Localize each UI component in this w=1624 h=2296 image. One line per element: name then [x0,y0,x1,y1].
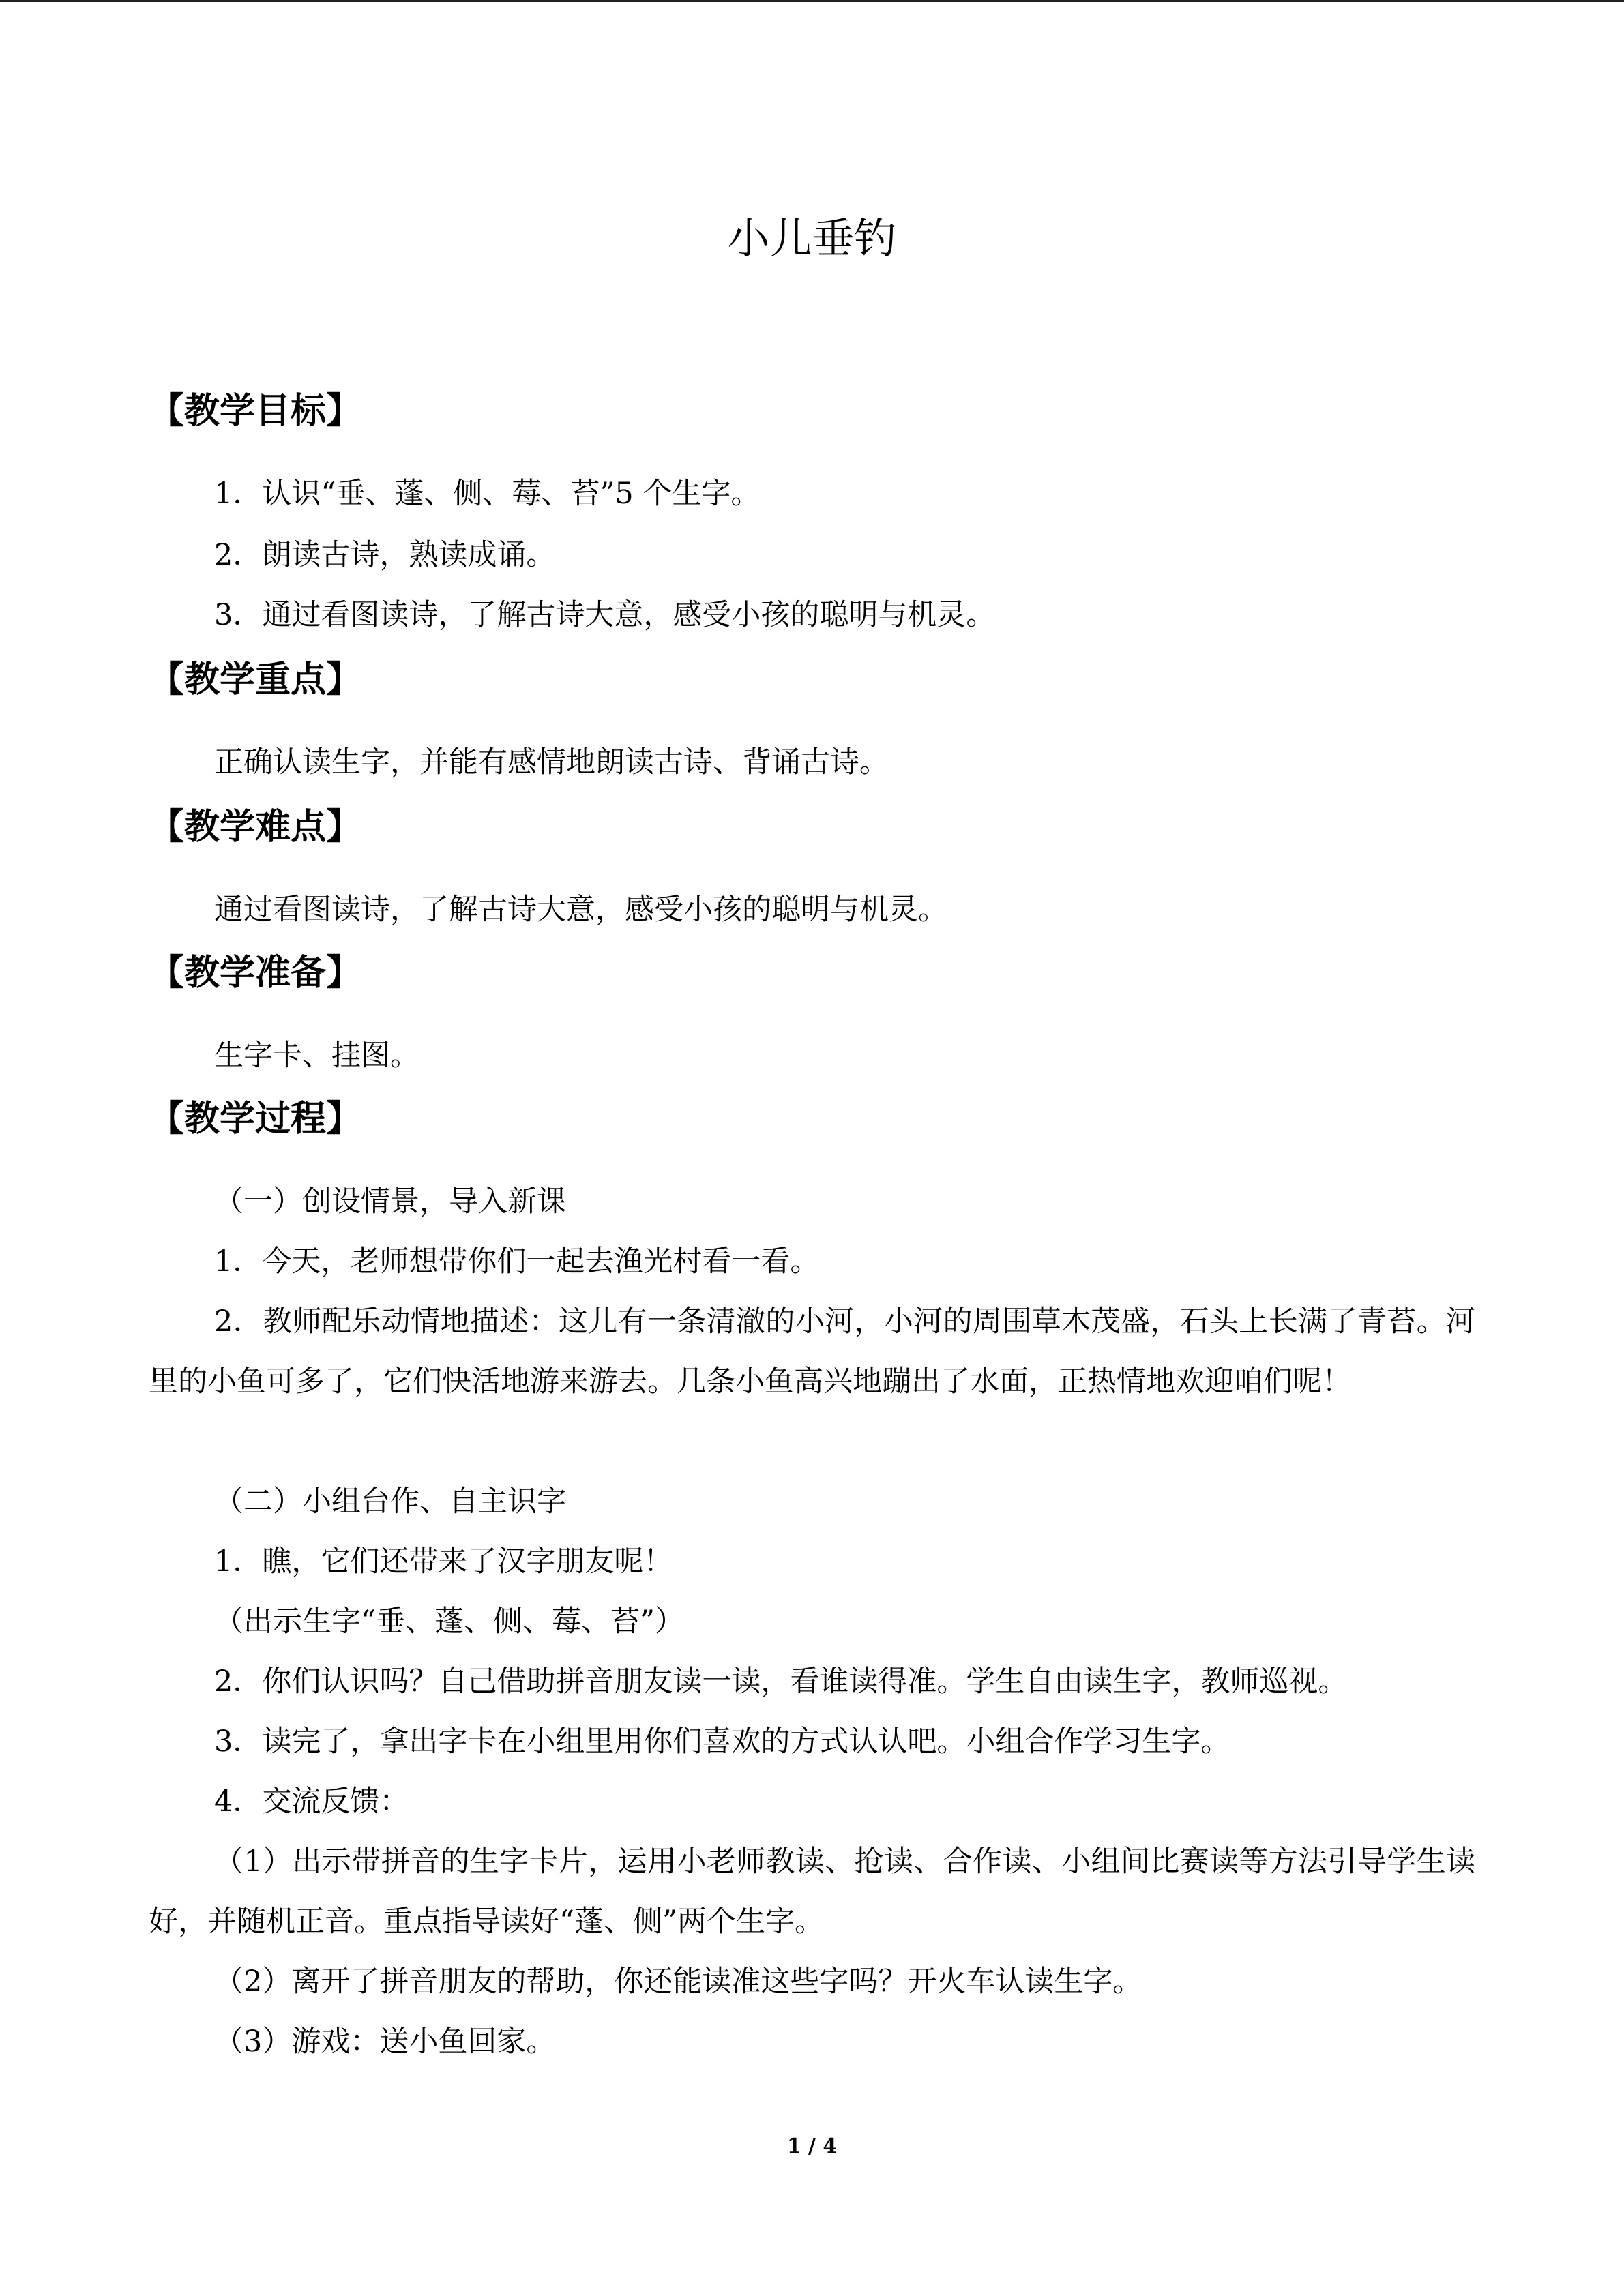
process-paragraph: 1．瞧，它们还带来了汉字朋友呢！ [214,1545,673,1579]
page-number: 1 / 4 [786,2134,838,2158]
difficulties-text: 通过看图读诗，了解古诗大意，感受小孩的聪明与机灵。 [214,893,947,927]
process-paragraph: 2．教师配乐动情地描述：这儿有一条清澈的小河，小河的周围草木茂盛，石头上长满了青苔。河里的小鱼可多了，它们快活地游来游去。几条小鱼高兴地蹦出了水面，正热情地欢迎咱们呢！ [149,1304,1475,1399]
document-title: 小儿垂钓 [727,213,897,263]
process-paragraph: （3）游戏：送小鱼回家。 [214,2025,556,2059]
key-points-text: 正确认读生字，并能有感情地朗读古诗、背诵古诗。 [214,745,889,779]
section-heading-preparation: 【教学准备】 [149,953,362,994]
section-heading-goals: 【教学目标】 [149,391,362,432]
process-subheading: （二）小组台作、自主识字 [214,1485,566,1519]
section-heading-key-points: 【教学重点】 [149,659,362,700]
process-paragraph: 2．你们认识吗？自己借助拼音朋友读一读，看谁读得准。学生自由读生字，教师巡视。 [214,1665,1348,1699]
goal-item: 2．朗读古诗，熟读成诵。 [214,538,556,572]
process-paragraph: 1．今天，老师想带你们一起去渔光村看一看。 [214,1244,820,1279]
top-border-line [0,0,1624,2]
section-heading-difficulties: 【教学难点】 [149,807,362,848]
process-paragraph: （2）离开了拼音朋友的帮助，你还能读准这些字吗？开火车认读生字。 [214,1965,1142,1999]
section-heading-process: 【教学过程】 [149,1099,362,1139]
goal-item: 1．认识“垂、蓬、侧、莓、苔”5 个生字。 [214,477,761,511]
process-subheading: （一）创设情景，导入新课 [214,1184,566,1219]
preparation-text: 生字卡、挂图。 [214,1039,419,1073]
process-paragraph: （1）出示带拼音的生字卡片，运用小老师教读、抢读、合作读、小组间比赛读等方法引导学生读好，并随机正音。重点指导读好“蓬、侧”两个生字。 [149,1845,1475,1939]
process-paragraph: 4．交流反馈： [214,1785,409,1819]
goal-item: 3．通过看图读诗，了解古诗大意，感受小孩的聪明与机灵。 [214,598,996,632]
process-paragraph: 3．读完了，拿出字卡在小组里用你们喜欢的方式认认吧。小组合作学习生字。 [214,1725,1230,1759]
process-paragraph: （出示生字“垂、蓬、侧、莓、苔”） [214,1605,684,1639]
